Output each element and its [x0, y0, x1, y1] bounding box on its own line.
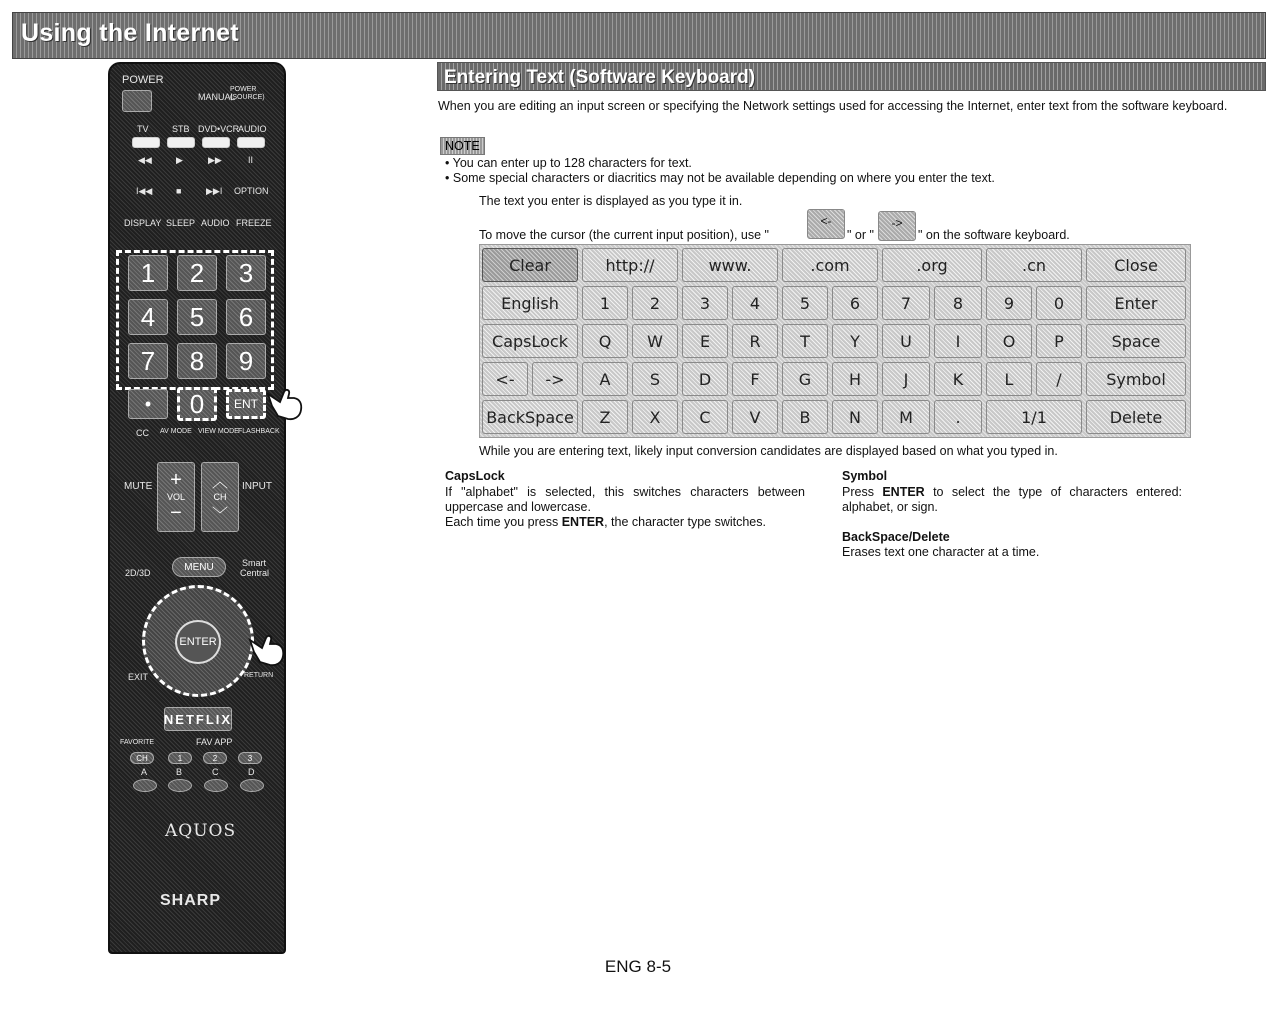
key-cursor-right[interactable]: ->: [532, 362, 578, 396]
remote-menu-button: MENU: [172, 557, 226, 577]
page-number: ENG 8-5: [604, 957, 672, 976]
remote-2d3d: 2D/3D: [125, 568, 151, 578]
capslock-title: CapsLock: [445, 469, 505, 483]
remote-play: ▶: [176, 155, 183, 165]
key-english[interactable]: English: [482, 286, 578, 320]
remote-key-3: 3: [226, 255, 266, 291]
remote-color-b: [168, 779, 192, 792]
key-3[interactable]: 3: [682, 286, 728, 320]
key-delete[interactable]: Delete: [1086, 400, 1186, 434]
remote-power-button: [122, 90, 152, 112]
remote-sleep: SLEEP: [166, 218, 196, 228]
remote-key-7: 7: [128, 343, 168, 379]
remote-audio2: AUDIO: [201, 218, 230, 228]
backspace-description: Erases text one character at a time.: [842, 545, 1040, 559]
remote-tv-label: TV: [137, 124, 149, 134]
remote-rewind: ◀◀: [138, 155, 152, 165]
note-bullet: • You can enter up to 128 characters for text.: [445, 156, 995, 171]
key-i[interactable]: I: [934, 324, 982, 358]
key-symbol[interactable]: Symbol: [1086, 362, 1186, 396]
key-org[interactable]: .org: [882, 248, 982, 282]
hand-pointer-icon-2: [246, 626, 288, 668]
section-header: [437, 62, 1266, 91]
remote-key-4: 4: [128, 299, 168, 335]
remote-exit: EXIT: [128, 672, 149, 682]
remote-stb-button: [167, 137, 195, 148]
remote-aquos-logo: AQUOS: [165, 821, 237, 841]
key-cn[interactable]: .cn: [986, 248, 1082, 282]
remote-cc: CC: [136, 428, 149, 438]
symbol-line1-a: Press: [842, 485, 883, 499]
key-www[interactable]: www.: [682, 248, 778, 282]
typed-line: The text you enter is displayed as you type it in.: [479, 194, 743, 208]
remote-favorite: FAVORITE: [120, 739, 155, 746]
key-b[interactable]: B: [782, 400, 828, 434]
cursor-left-key-sample: <-: [807, 209, 845, 239]
chapter-title: Using the Internet: [21, 19, 239, 47]
key-l[interactable]: L: [986, 362, 1032, 396]
cursor-right-key-sample: ->: [878, 211, 916, 241]
key-period[interactable]: .: [934, 400, 982, 434]
key-x[interactable]: X: [632, 400, 678, 434]
symbol-enter-emph: ENTER: [882, 485, 925, 499]
key-7[interactable]: 7: [882, 286, 930, 320]
remote-power-source-label: POWER (SOURCE): [230, 86, 265, 101]
note-bullets: [445, 156, 995, 186]
key-backspace[interactable]: BackSpace: [482, 400, 578, 434]
symbol-title: Symbol: [842, 469, 888, 483]
remote-dvd-button: [202, 137, 230, 148]
remote-option: OPTION: [234, 186, 269, 196]
remote-ch-label: CH: [213, 492, 227, 502]
remote-netflix-button: NETFLIX: [164, 707, 232, 731]
remote-freeze: FREEZE: [236, 218, 272, 228]
remote-ch-rocker: ︿ CH ﹀: [201, 462, 239, 532]
remote-flashback: FLASHBACK: [238, 428, 280, 435]
key-f[interactable]: F: [732, 362, 778, 396]
key-j[interactable]: J: [882, 362, 930, 396]
key-http[interactable]: http://: [582, 248, 678, 282]
capslock-line1: If "alphabet" is selected, this switches characters between uppercase and lowercase.: [445, 485, 805, 514]
key-5[interactable]: 5: [782, 286, 828, 320]
remote-viewmode: VIEW MODE: [198, 428, 239, 435]
remote-smart: Smart: [242, 558, 267, 568]
backspace-title: BackSpace/Delete: [842, 530, 950, 544]
key-e[interactable]: E: [682, 324, 728, 358]
capslock-line2-a: Each time you press: [445, 515, 562, 529]
key-1[interactable]: 1: [582, 286, 628, 320]
remote-tv-button: [132, 137, 160, 148]
capslock-line2: [445, 515, 805, 530]
remote-avmode: AV MODE: [160, 428, 192, 435]
cursor-line-b: " or ": [847, 228, 874, 242]
remote-central: Central: [240, 568, 270, 578]
key-q[interactable]: Q: [582, 324, 628, 358]
capslock-description: [445, 485, 805, 530]
remote-color-a: [133, 779, 157, 792]
key-0[interactable]: 0: [1036, 286, 1082, 320]
key-cursor-left[interactable]: <-: [482, 362, 528, 396]
remote-key-1: 1: [128, 255, 168, 291]
remote-fav-app-2: 2: [203, 752, 227, 764]
key-s[interactable]: S: [632, 362, 678, 396]
symbol-line1-c: to select the type of characters entered: alphabet, or sign.: [842, 485, 1182, 514]
remote-key-5: 5: [177, 299, 217, 335]
note-bullet: • Some special characters or diacritics may not be available depending on where you enter the text.: [445, 171, 995, 186]
remote-fav-ch: CH: [130, 752, 154, 764]
remote-mute: MUTE: [124, 481, 153, 492]
capslock-line2-c: , the character type switches.: [604, 515, 766, 529]
hand-pointer-icon: [264, 380, 306, 422]
remote-fav-app-1: 1: [168, 752, 192, 764]
key-n[interactable]: N: [832, 400, 878, 434]
key-enter[interactable]: Enter: [1086, 286, 1186, 320]
key-m[interactable]: M: [882, 400, 930, 434]
key-y[interactable]: Y: [832, 324, 878, 358]
remote-label-b: B: [176, 767, 183, 777]
remote-color-d: [240, 779, 264, 792]
key-space[interactable]: Space: [1086, 324, 1186, 358]
cursor-line-a: To move the cursor (the current input position), use ": [479, 228, 769, 242]
key-o[interactable]: O: [986, 324, 1032, 358]
note-label: NOTE: [440, 137, 485, 155]
remote-key-ent: ENT: [226, 389, 266, 419]
remote-key-6: 6: [226, 299, 266, 335]
symbol-description: [842, 485, 1182, 515]
chapter-header: [12, 12, 1266, 59]
remote-enter-button: ENTER: [175, 620, 221, 664]
remote-key-2: 2: [177, 255, 217, 291]
key-u[interactable]: U: [882, 324, 930, 358]
remote-ffwd: ▶▶: [208, 155, 222, 165]
remote-stb-label: STB: [172, 124, 190, 134]
key-p[interactable]: P: [1036, 324, 1082, 358]
remote-power-label: POWER: [122, 74, 164, 86]
remote-color-c: [204, 779, 228, 792]
remote-pause: II: [248, 155, 254, 165]
key-close[interactable]: Close: [1086, 248, 1186, 282]
key-clear[interactable]: Clear: [482, 248, 578, 282]
key-r[interactable]: R: [732, 324, 778, 358]
key-z[interactable]: Z: [582, 400, 628, 434]
key-slash[interactable]: /: [1036, 362, 1082, 396]
remote-fav-app: FAV APP: [196, 737, 233, 747]
candidates-line: While you are entering text, likely input conversion candidates are displayed based on what you typed in.: [479, 444, 1058, 458]
remote-sharp-logo: SHARP: [160, 892, 222, 909]
remote-next: ▶▶I: [206, 186, 223, 196]
remote-label-a: A: [141, 767, 148, 777]
remote-input: INPUT: [242, 481, 272, 492]
key-8[interactable]: 8: [934, 286, 982, 320]
key-4[interactable]: 4: [732, 286, 778, 320]
remote-manual-label: MANUAL: [198, 92, 236, 102]
key-a[interactable]: A: [582, 362, 628, 396]
remote-vol-label: VOL: [166, 492, 185, 502]
key-d[interactable]: D: [682, 362, 728, 396]
key-2[interactable]: 2: [632, 286, 678, 320]
remote-stop: ■: [176, 186, 182, 196]
capslock-enter-emph: ENTER: [561, 515, 605, 529]
remote-return: RETURN: [244, 672, 274, 679]
key-c[interactable]: C: [682, 400, 728, 434]
key-t[interactable]: T: [782, 324, 828, 358]
key-9[interactable]: 9: [986, 286, 1032, 320]
key-6[interactable]: 6: [832, 286, 878, 320]
remote-key-dot: •: [128, 389, 168, 419]
remote-vol-rocker: + VOL −: [157, 462, 195, 532]
key-h[interactable]: H: [832, 362, 878, 396]
cursor-line-c: " on the software keyboard.: [918, 228, 1070, 242]
key-capslock[interactable]: CapsLock: [482, 324, 578, 358]
remote-key-8: 8: [177, 343, 217, 379]
key-v[interactable]: V: [732, 400, 778, 434]
key-w[interactable]: W: [632, 324, 678, 358]
remote-prev: I◀◀: [136, 186, 153, 196]
remote-display: DISPLAY: [124, 218, 162, 228]
section-title: Entering Text (Software Keyboard): [444, 67, 756, 88]
key-g[interactable]: G: [782, 362, 828, 396]
intro-paragraph: When you are editing an input screen or specifying the Network settings used for accessing the Internet, enter text from the software keyboard.: [438, 99, 1228, 113]
remote-fav-app-3: 3: [238, 752, 262, 764]
key-page[interactable]: 1/1: [986, 400, 1082, 434]
remote-dvdvcr-label: DVD•VCR: [198, 124, 240, 134]
remote-audio-label: AUDIO: [238, 124, 267, 134]
remote-key-9: 9: [226, 343, 266, 379]
remote-label-c: C: [212, 767, 219, 777]
remote-key-0: 0: [177, 387, 217, 421]
key-k[interactable]: K: [934, 362, 982, 396]
remote-audio-button: [237, 137, 265, 148]
key-com[interactable]: .com: [782, 248, 878, 282]
remote-label-d: D: [248, 767, 255, 777]
